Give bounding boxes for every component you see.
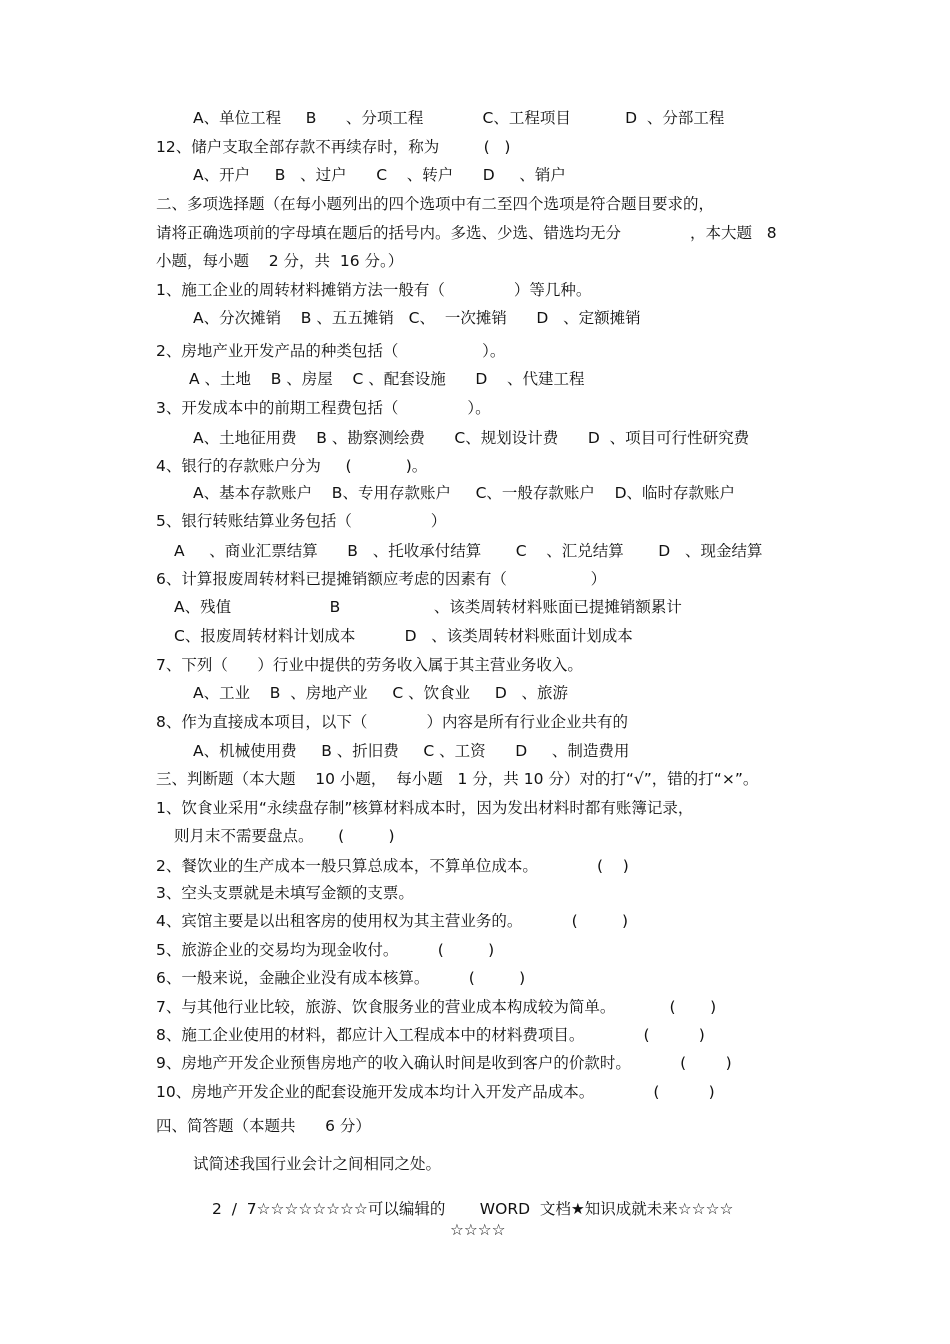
mc-options-2: A 、土地 B 、房屋 C 、配套设施 D 、代建工程 bbox=[189, 370, 585, 388]
mc-question-5: 5、银行转账结算业务包括（ ） bbox=[156, 512, 447, 530]
tf-question-1-cont: 则月末不需要盘点。 ( ) bbox=[174, 827, 395, 845]
tf-question-2: 2、餐饮业的生产成本一般只算总成本，不算单位成本。 ( ) bbox=[156, 857, 629, 875]
mc-question-8: 8、作为直接成本项目，以下（ ）内容是所有行业企业共有的 bbox=[156, 713, 628, 731]
mc-options-1: A、分次摊销 B 、五五摊销 C、 一次摊销 D 、定额摊销 bbox=[193, 309, 641, 327]
tf-question-6: 6、一般来说，金融企业没有成本核算。 ( ) bbox=[156, 969, 526, 987]
mc-question-1: 1、施工企业的周转材料摊销方法一般有（ ）等几种。 bbox=[156, 281, 592, 299]
section-4-heading: 四、简答题（本题共 6 分） bbox=[156, 1117, 371, 1135]
tf-question-10: 10、房地产开发企业的配套设施开发成本均计入开发产品成本。 ( ) bbox=[156, 1083, 715, 1101]
option-line-11: A、单位工程 B 、分项工程 C、工程项目 D 、分部工程 bbox=[193, 109, 725, 127]
tf-question-3: 3、空头支票就是未填写金额的支票。 bbox=[156, 884, 414, 902]
mc-options-7: A、工业 B 、房地产业 C 、饮食业 D 、旅游 bbox=[193, 684, 569, 702]
mc-options-6a: A、残值 B 、该类周转材料账面已提摊销额累计 bbox=[174, 598, 682, 616]
mc-options-5: A 、商业汇票结算 B 、托收承付结算 C 、汇兑结算 D 、现金结算 bbox=[174, 542, 763, 560]
section-2-instructions: 请将正确选项前的字母填在题后的括号内。多选、少选、错选均无分 ，本大题 8 bbox=[156, 224, 777, 242]
tf-question-8: 8、施工企业使用的材料，都应计入工程成本中的材料费项目。 ( ) bbox=[156, 1026, 705, 1044]
section-3-heading: 三、判断题（本大题 10 小题， 每小题 1 分，共 10 分）对的打“√”，错的打“×”。 bbox=[156, 770, 759, 788]
section-2-scoring: 小题，每小题 2 分，共 16 分。） bbox=[156, 252, 404, 270]
tf-question-5: 5、旅游企业的交易均为现金收付。 ( ) bbox=[156, 941, 495, 959]
question-12: 12、储户支取全部存款不再续存时，称为 ( ) bbox=[156, 138, 511, 156]
tf-question-9: 9、房地产开发企业预售房地产的收入确认时间是收到客户的价款时。 ( ) bbox=[156, 1054, 732, 1072]
mc-question-2: 2、房地产业开发产品的种类包括（ ）。 bbox=[156, 342, 506, 360]
tf-question-4: 4、宾馆主要是以出租客房的使用权为其主营业务的。 ( ) bbox=[156, 912, 629, 930]
tf-question-1: 1、饮食业采用“永续盘存制”核算材料成本时，因为发出材料时都有账簿记录， bbox=[156, 799, 694, 817]
tf-question-7: 7、与其他行业比较，旅游、饮食服务业的营业成本构成较为简单。 ( ) bbox=[156, 998, 717, 1016]
mc-options-8: A、机械使用费 B 、折旧费 C 、工资 D 、制造费用 bbox=[193, 742, 630, 760]
mc-options-4: A、基本存款账户 B、专用存款账户 C、一般存款账户 D、临时存款账户 bbox=[193, 484, 736, 502]
mc-options-3: A、土地征用费 B 、勘察测绘费 C、规划设计费 D 、项目可行性研究费 bbox=[193, 429, 750, 447]
mc-options-6b: C、报废周转材料计划成本 D 、该类周转材料账面计划成本 bbox=[174, 627, 633, 645]
mc-question-7: 7、下列（ ）行业中提供的劳务收入属于其主营业务收入。 bbox=[156, 656, 583, 674]
mc-question-3: 3、开发成本中的前期工程费包括（ ）。 bbox=[156, 399, 491, 417]
option-line-12: A、开户 B 、过户 C 、转户 D 、销户 bbox=[193, 166, 566, 184]
footer-line-2: ☆☆☆☆ bbox=[450, 1221, 506, 1239]
mc-question-6: 6、计算报废周转材料已提摊销额应考虑的因素有（ ） bbox=[156, 570, 607, 588]
section-2-heading: 二、多项选择题（在每小题列出的四个选项中有二至四个选项是符合题目要求的， bbox=[156, 195, 715, 213]
mc-question-4: 4、银行的存款账户分为 ( )。 bbox=[156, 457, 428, 475]
footer-line-1: 2 / 7☆☆☆☆☆☆☆☆可以编辑的 WORD 文档★知识成就未来☆☆☆☆ bbox=[212, 1200, 734, 1218]
short-answer-question: 试简述我国行业会计之间相同之处。 bbox=[193, 1155, 442, 1173]
